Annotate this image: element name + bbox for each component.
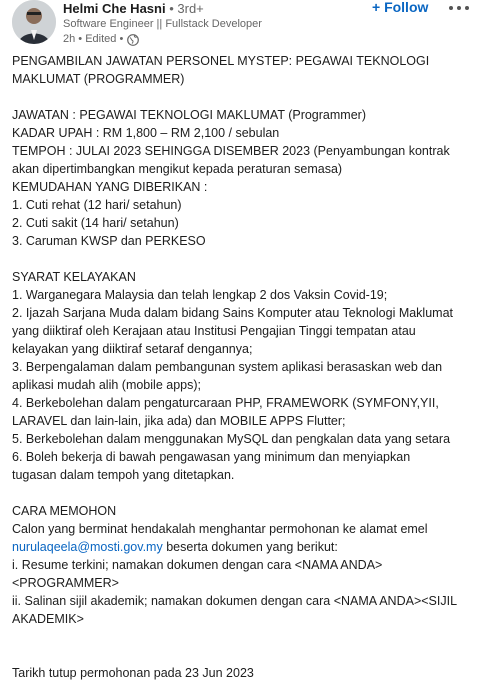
requirement-line: kelayakan yang diiktiraf setaraf dengannya; — [12, 342, 253, 356]
requirement-line: 1. Warganegara Malaysia dan telah lengkap 2 dos Vaksin Covid-19; — [12, 288, 388, 302]
post-meta — [63, 32, 139, 47]
avatar-photo-icon — [12, 0, 56, 44]
requirement-line: 4. Berkebolehan dalam pengaturcaraan PHP, FRAMEWORK (SYMFONY,YII, — [12, 396, 439, 410]
email-line — [12, 538, 474, 556]
detail-line: 2. Cuti sakit (14 hari/ setahun) — [12, 216, 179, 230]
post-header — [0, 0, 483, 52]
ellipsis-icon[interactable] — [449, 0, 471, 14]
post-body — [12, 52, 474, 682]
post-title-line: MAKLUMAT (PROGRAMMER) — [12, 72, 185, 86]
requirement-line: tugasan dalam tempoh yang ditetapkan. — [12, 468, 235, 482]
post-time: 2h • Edited • — [63, 33, 124, 45]
apply-intro: Calon yang berminat hendakalah menghantar permohonan ke alamat emel — [12, 522, 428, 536]
author-name-line — [63, 0, 204, 17]
detail-line: JAWATAN : PEGAWAI TEKNOLOGI MAKLUMAT (Programmer) — [12, 108, 366, 122]
author-headline: Software Engineer || Fullstack Developer — [63, 18, 262, 30]
apply-item: i. Resume terkini; namakan dokumen dengan cara <NAMA ANDA> — [12, 558, 383, 572]
requirements-heading: SYARAT KELAYAKAN — [12, 270, 136, 284]
follow-button[interactable]: + Follow — [372, 0, 429, 15]
closing-date: Tarikh tutup permohonan pada 23 Jun 2023 — [12, 666, 254, 680]
requirement-line: yang diiktiraf oleh Kerajaan atau Institusi Pengajian Tinggi tempatan atau — [12, 324, 416, 338]
apply-item: <PROGRAMMER> — [12, 576, 119, 590]
requirement-line: aplikasi mudah alih (mobile apps); — [12, 378, 201, 392]
post-title-line: PENGAMBILAN JAWATAN PERSONEL MYSTEP: PEGAWAI TEKNOLOGI — [12, 54, 430, 68]
apply-heading: CARA MEMOHON — [12, 504, 117, 518]
globe-icon — [127, 34, 139, 46]
apply-item: AKADEMIK> — [12, 612, 84, 626]
email-link[interactable]: nurulaqeela@mosti.gov.my — [12, 540, 163, 554]
detail-line: akan dipertimbangkan mengikut kepada peraturan semasa) — [12, 162, 343, 176]
requirement-line: 5. Berkebolehan dalam menggunakan MySQL dan pengkalan data yang setara — [12, 432, 451, 446]
detail-line: KADAR UPAH : RM 1,800 – RM 2,100 / sebulan — [12, 126, 280, 140]
requirement-line: 3. Berpengalaman dalam pembangunan system aplikasi berasaskan web dan — [12, 360, 443, 374]
detail-line: 3. Caruman KWSP dan PERKESO — [12, 234, 206, 248]
email-suffix: beserta dokumen yang berikut: — [162, 540, 338, 554]
connection-degree: • 3rd+ — [169, 1, 204, 16]
apply-item: ii. Salinan sijil akademik; namakan dokumen dengan cara <NAMA ANDA><SIJIL — [12, 594, 458, 608]
detail-line: TEMPOH : JULAI 2023 SEHINGGA DISEMBER 2023 (Penyambungan kontrak — [12, 144, 450, 158]
requirement-line: 2. Ijazah Sarjana Muda dalam bidang Sains Komputer atau Teknologi Maklumat — [12, 306, 454, 320]
author-name[interactable]: Helmi Che Hasni — [63, 1, 166, 16]
detail-line: 1. Cuti rehat (12 hari/ setahun) — [12, 198, 182, 212]
avatar[interactable] — [12, 0, 56, 44]
detail-line: KEMUDAHAN YANG DIBERIKAN : — [12, 180, 208, 194]
requirement-line: LARAVEL dan lain-lain, jika ada) dan MOBILE APPS Flutter; — [12, 414, 346, 428]
requirement-line: 6. Boleh bekerja di bawah pengawasan yang minimum dan menyiapkan — [12, 450, 411, 464]
